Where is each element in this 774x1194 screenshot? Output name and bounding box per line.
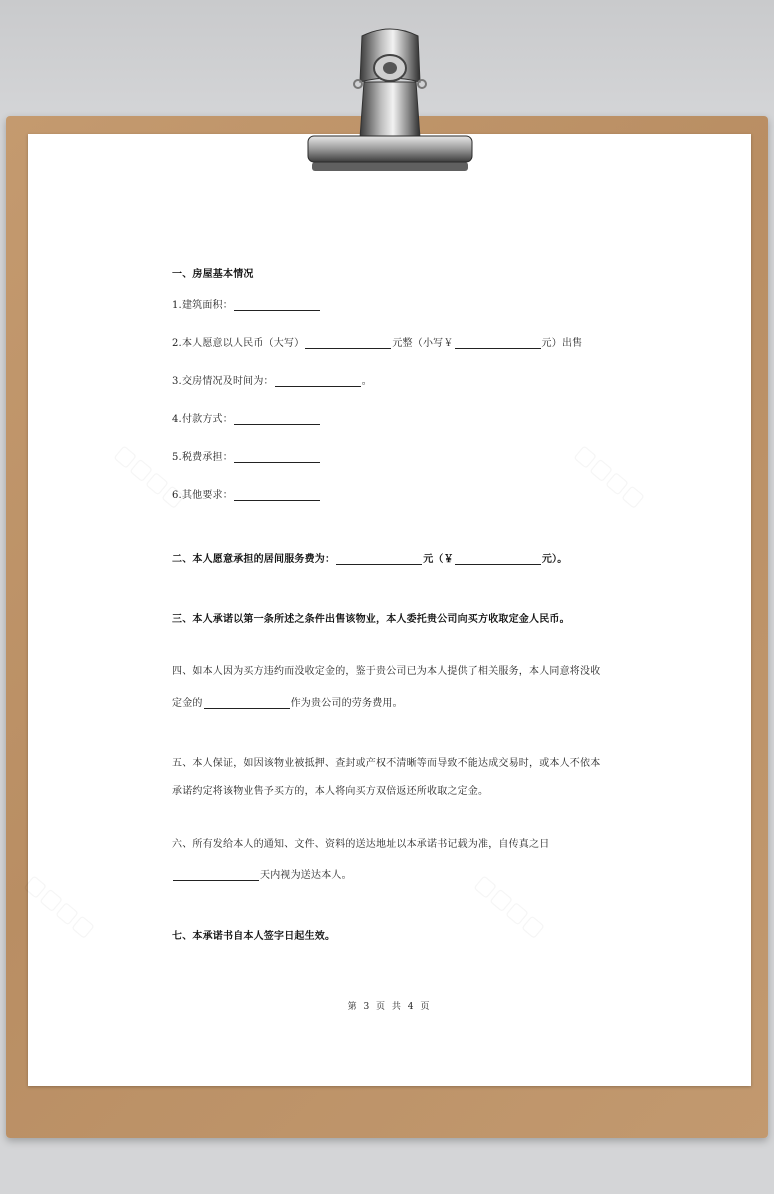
item-text: 。 — [361, 376, 372, 387]
item-payment-method — [172, 410, 612, 425]
clause-deposit-forfeit-line2 — [172, 694, 612, 709]
blank-payment-method[interactable] — [234, 413, 320, 425]
item-label: 6.其他要求： — [172, 490, 233, 501]
item-text: 元整（小写￥ — [392, 338, 454, 349]
binder-clip-icon — [300, 22, 480, 182]
item-label: 3.交房情况及时间为： — [172, 376, 274, 387]
blank-price-numeric[interactable] — [455, 337, 541, 349]
blank-handover[interactable] — [275, 375, 361, 387]
watermark-mark — [20, 870, 100, 943]
blank-tax-burden[interactable] — [234, 451, 320, 463]
page-footer: 第 3 页 共 4 页 — [347, 1002, 432, 1012]
item-label: 5.税费承担： — [172, 452, 233, 463]
clause-service-fee — [172, 550, 612, 565]
item-label: 1.建筑面积： — [172, 300, 233, 311]
blank-forfeit-amount[interactable] — [204, 697, 290, 709]
item-building-area — [172, 296, 612, 311]
clause-text: 元）。 — [541, 554, 568, 565]
item-handover — [172, 372, 612, 387]
blank-other-requirements[interactable] — [234, 489, 320, 501]
section-heading-house-info: 一、房屋基本情况 — [172, 269, 254, 280]
clause-text: 天内视为送达本人。 — [260, 870, 352, 881]
clause-guarantee-line1: 五、本人保证，如因该物业被抵押、查封或产权不清晰等而导致不能达成交易时，或本人不依本 — [172, 758, 601, 769]
item-label: 4.付款方式： — [172, 414, 233, 425]
blank-notice-days[interactable] — [173, 869, 259, 881]
clause-notice-address-line2 — [172, 866, 612, 881]
clause-effective-date: 七、本承诺书自本人签字日起生效。 — [172, 931, 336, 942]
item-other-requirements — [172, 486, 612, 501]
clause-deposit-collection: 三、本人承诺以第一条所述之条件出售该物业，本人委托贵公司向买方收取定金人民币。 — [172, 614, 570, 625]
item-sale-price — [172, 334, 612, 349]
clause-text: 定金的 — [172, 698, 203, 709]
clause-notice-address-line1: 六、所有发给本人的通知、文件、资料的送达地址以本承诺书记载为准，自传真之日 — [172, 839, 550, 850]
clause-text: 元（￥ — [423, 554, 454, 565]
blank-price-uppercase[interactable] — [305, 337, 391, 349]
blank-fee-numeric[interactable] — [455, 553, 541, 565]
item-tax-burden — [172, 448, 612, 463]
clause-guarantee-line2: 承诺约定将该物业售予买方的，本人将向买方双倍返还所收取之定金。 — [172, 786, 489, 797]
item-label: 2.本人愿意以人民币（大写） — [172, 338, 305, 349]
blank-building-area[interactable] — [234, 299, 320, 311]
item-text: 元）出售 — [541, 338, 583, 349]
clause-deposit-forfeit-line1: 四、如本人因为买方违约而没收定金的，鉴于贵公司已为本人提供了相关服务，本人同意将没收 — [172, 666, 601, 677]
blank-fee-uppercase[interactable] — [336, 553, 422, 565]
clause-text: 作为贵公司的劳务费用。 — [290, 698, 403, 709]
clause-text: 二、本人愿意承担的居间服务费为： — [172, 554, 336, 565]
